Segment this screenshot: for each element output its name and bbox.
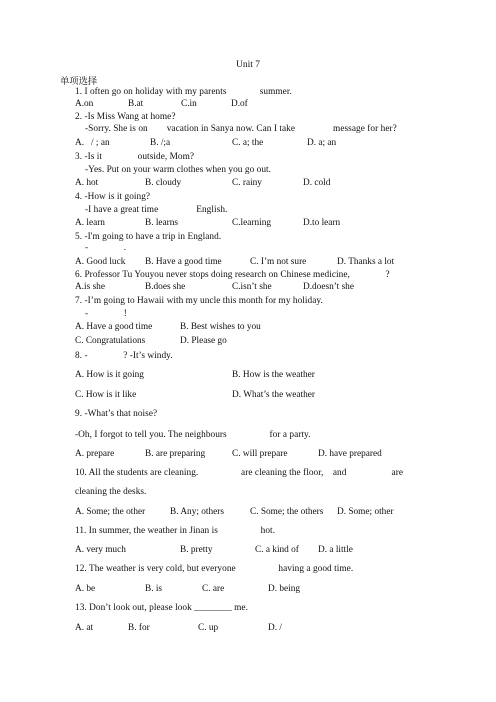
q8-option-d: D. What’s the weather: [232, 390, 315, 400]
q7-option-a: A. Have a good time: [75, 322, 153, 332]
q8-option-a: A. How is it going: [75, 370, 144, 380]
q5-option-b: B. Have a good time: [145, 257, 222, 267]
q12-option-b: B. is: [145, 584, 163, 594]
q6-option-d: D.doesn’t she: [303, 282, 354, 292]
q4-option-d: D.to learn: [303, 218, 341, 228]
q5-option-a: A. Good luck: [75, 257, 126, 267]
q13-stem: 13. Don’t look out, please look ________ me.: [75, 603, 248, 613]
q10-stem-2: cleaning the desks.: [75, 487, 147, 497]
q2-stem: 2. -Is Miss Wang at home?: [75, 112, 176, 122]
q11-option-c: C. a kind of: [255, 545, 299, 555]
q3-option-a: A. hot: [75, 178, 99, 188]
q7-option-b: B. Best wishes to you: [180, 322, 261, 332]
q13-option-a: A. at: [75, 623, 94, 633]
q10-stem: 10. All the students are cleaning. are cleaning the floor, and are: [75, 468, 404, 478]
q10-option-b: B. Any; others: [170, 507, 224, 517]
q12-stem: 12. The weather is very cold, but everyone having a good time.: [75, 564, 354, 574]
q2-option-d: D. a; an: [307, 138, 337, 148]
q3-option-b: B. cloudy: [145, 178, 182, 188]
q10-option-d: D. Some; other: [337, 507, 394, 517]
q2-stem-2: -Sorry. She is on vacation in Sanya now. Can I take message for her?: [85, 124, 397, 134]
q11-stem: 11. In summer, the weather in Jinan is hot.: [75, 526, 276, 536]
q4-option-a: A. learn: [75, 218, 105, 228]
q6-option-b: B.does she: [145, 282, 186, 292]
q4-option-c: C.learning: [232, 218, 271, 228]
q1-stem: 1. I often go on holiday with my parents summer.: [75, 87, 292, 97]
q8-option-b: B. How is the weather: [232, 370, 315, 380]
q2-option-c: C. a; the: [232, 138, 264, 148]
q6-option-c: C.isn’t she: [232, 282, 272, 292]
q10-option-c: C. Some; the others: [250, 507, 324, 517]
q3-option-c: C. rainy: [232, 178, 262, 188]
q11-option-d: D. a little: [318, 545, 353, 555]
page-title: Unit 7: [235, 60, 260, 70]
q5-stem: 5. -I'm going to have a trip in England.: [75, 232, 222, 242]
q10-option-a: A. Some; the other: [75, 507, 146, 517]
q12-option-a: A. be: [75, 584, 96, 594]
q8-stem: 8. - ? -It’s windy.: [75, 351, 173, 361]
q5-stem-2: - .: [85, 243, 127, 253]
q12-option-c: C. are: [202, 584, 225, 594]
q7-option-d: D. Please go: [180, 336, 227, 346]
q9-option-b: B. are preparing: [145, 449, 206, 459]
q12-option-d: D. being: [268, 584, 301, 594]
section-heading: 单项选择: [60, 77, 98, 87]
q4-stem: 4. -How is it going?: [75, 192, 151, 202]
q3-stem-2: -Yes. Put on your warm clothes when you go out.: [85, 165, 272, 175]
q8-option-c: C. How is it like: [75, 390, 137, 400]
q13-option-c: C. up: [198, 623, 219, 633]
q5-option-d: D. Thanks a lot: [337, 257, 395, 267]
q11-option-a: A. very much: [75, 545, 126, 555]
q7-stem-2: - !: [85, 309, 127, 319]
q1-option-c: C.in: [181, 99, 197, 109]
q13-option-b: B. for: [128, 623, 150, 633]
q6-option-a: A.is she: [75, 282, 105, 292]
q6-stem: 6. Professor Tu Youyou never stops doing research on Chinese medicine, ?: [75, 270, 390, 280]
q3-stem: 3. -Is it outside, Mom?: [75, 152, 195, 162]
q2-option-b: B. /;a: [150, 138, 171, 148]
q9-option-a: A. prepare: [75, 449, 115, 459]
q7-option-c: C. Congratulations: [75, 336, 146, 346]
q11-option-b: B. pretty: [180, 545, 213, 555]
q1-option-b: B.at: [128, 99, 144, 109]
q5-option-c: C. I’m not sure: [250, 257, 307, 267]
q13-option-d: D. /: [268, 623, 282, 633]
q4-option-b: B. learns: [145, 218, 179, 228]
q9-option-c: C. will prepare: [232, 449, 288, 459]
q2-option-a: A. / ; an: [75, 138, 110, 148]
q9-stem: 9. -What’s that noise?: [75, 409, 158, 419]
q7-stem: 7. -I’m going to Hawaii with my uncle this month for my holiday.: [75, 296, 323, 306]
q4-stem-2: -I have a great time English.: [85, 205, 228, 215]
q1-option-a: A.on: [75, 99, 94, 109]
q3-option-d: D. cold: [303, 178, 331, 188]
q1-option-d: D.of: [231, 99, 248, 109]
q9-stem-2: -Oh, I forgot to tell you. The neighbours for a party.: [75, 430, 311, 440]
q9-option-d: D. have prepared: [318, 449, 382, 459]
